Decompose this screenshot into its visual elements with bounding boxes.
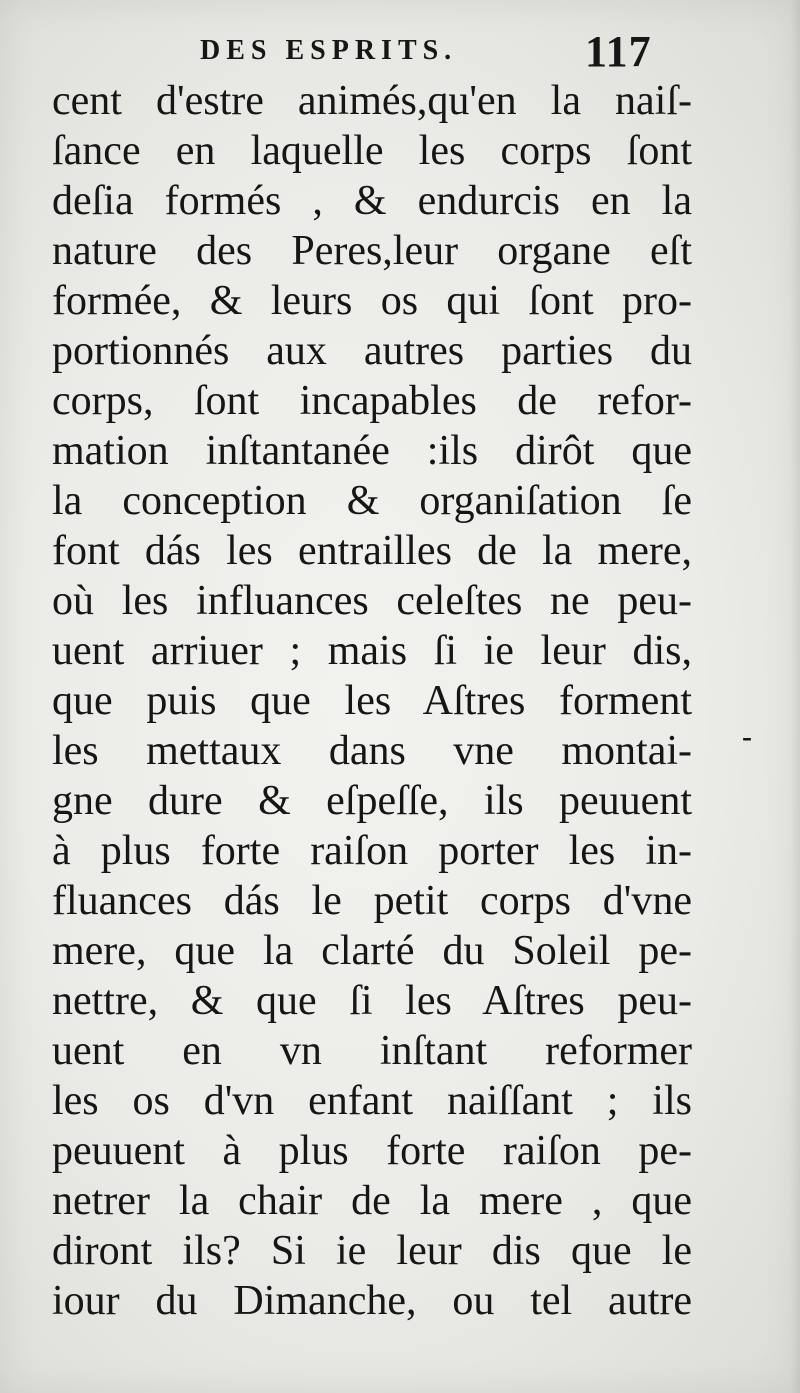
text-line: iour du Dimanche, ou tel autre — [52, 1278, 692, 1324]
text-line: ſance en laquelle les corps ſont — [52, 128, 692, 174]
text-line: où les influances celeſtes ne peu- — [52, 578, 692, 624]
margin-mark: - — [742, 720, 752, 753]
text-line: portionnés aux autres parties du — [52, 328, 692, 374]
text-line: nature des Peres,leur organe eſt — [52, 228, 692, 274]
text-line: corps, ſont incapables de refor- — [52, 378, 692, 424]
text-line: netrer la chair de la mere , que — [52, 1178, 692, 1224]
text-line: font dás les entrailles de la mere, — [52, 528, 692, 574]
body-text — [52, 76, 692, 1326]
text-line: la conception & organiſation ſe — [52, 478, 692, 524]
page-edge-shadow — [790, 0, 800, 1393]
text-line: mation inſtantanée :ils dirôt que — [52, 428, 692, 474]
text-line: deſia formés , & endurcis en la — [52, 178, 692, 224]
text-line: à plus forte raiſon porter les in- — [52, 828, 692, 874]
text-line: les mettaux dans vne montai- — [52, 728, 692, 774]
text-line: mere, que la clarté du Soleil pe- — [52, 928, 692, 974]
running-head: DES ESPRITS. — [200, 35, 458, 66]
text-line: peuuent à plus forte raiſon pe- — [52, 1128, 692, 1174]
text-line: uent en vn inſtant reformer — [52, 1028, 692, 1074]
text-line: fluances dás le petit corps d'vne — [52, 878, 692, 924]
text-line: que puis que les Aſtres forment — [52, 678, 692, 724]
page-number: 117 — [585, 27, 652, 76]
text-line: diront ils? Si ie leur dis que le — [52, 1228, 692, 1274]
text-line: formée, & leurs os qui ſont pro- — [52, 278, 692, 324]
text-line: uent arriuer ; mais ſi ie leur dis, — [52, 628, 692, 674]
text-line: les os d'vn enfant naiſſant ; ils — [52, 1078, 692, 1124]
text-line: gne dure & eſpeſſe, ils peuuent — [52, 778, 692, 824]
text-line: nettre, & que ſi les Aſtres peu- — [52, 978, 692, 1024]
text-line: cent d'estre animés,qu'en la naiſ- — [52, 78, 692, 124]
